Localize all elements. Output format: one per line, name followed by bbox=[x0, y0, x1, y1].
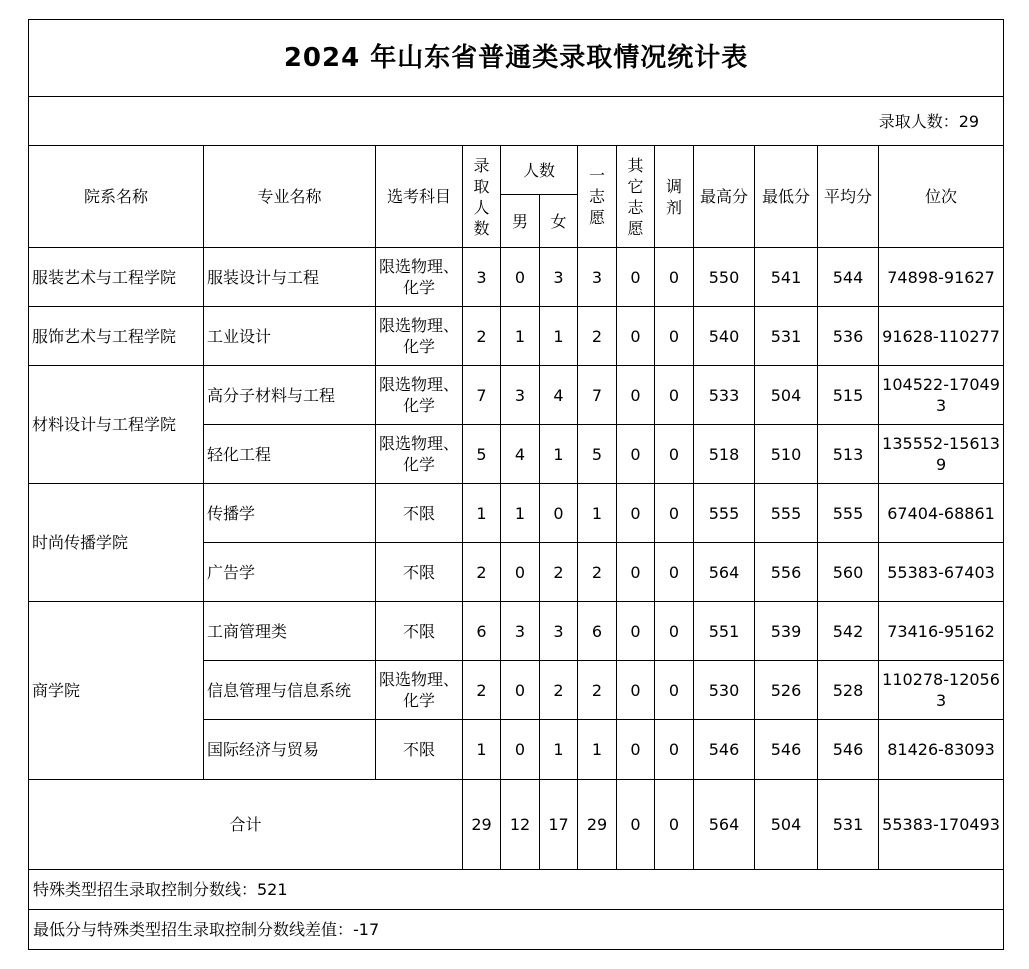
first-choice-count: 5 bbox=[578, 425, 617, 484]
subject-requirement: 不限 bbox=[376, 543, 463, 602]
min-score: 531 bbox=[755, 307, 818, 366]
header-other-choice bbox=[617, 146, 655, 248]
subject-requirement: 不限 bbox=[376, 484, 463, 543]
female-count: 0 bbox=[540, 484, 578, 543]
other-choice-count: 0 bbox=[617, 543, 655, 602]
male-count: 0 bbox=[501, 248, 540, 307]
rank-range: 135552-156139 bbox=[879, 425, 1004, 484]
admitted-count: 2 bbox=[463, 307, 501, 366]
female-count: 3 bbox=[540, 602, 578, 661]
other-choice-count: 0 bbox=[617, 248, 655, 307]
min-score: 546 bbox=[755, 720, 818, 780]
major-name: 工业设计 bbox=[204, 307, 376, 366]
first-choice-count: 1 bbox=[578, 720, 617, 780]
header-avg-score: 平均分 bbox=[818, 146, 879, 248]
admission-statistics-table bbox=[28, 19, 1004, 950]
header-max-score: 最高分 bbox=[694, 146, 755, 248]
other-choice-count: 0 bbox=[617, 720, 655, 780]
header-adjusted-text: 调剂 bbox=[665, 176, 682, 217]
max-score: 533 bbox=[694, 366, 755, 425]
total-adjusted: 0 bbox=[655, 780, 694, 870]
header-people: 人数 bbox=[501, 146, 578, 195]
max-score: 546 bbox=[694, 720, 755, 780]
avg-score: 560 bbox=[818, 543, 879, 602]
college-name: 商学院 bbox=[29, 602, 204, 780]
subject-requirement: 限选物理、化学 bbox=[376, 366, 463, 425]
college-name: 服饰艺术与工程学院 bbox=[29, 307, 204, 366]
total-min-score: 504 bbox=[755, 780, 818, 870]
header-major: 专业名称 bbox=[204, 146, 376, 248]
avg-score: 544 bbox=[818, 248, 879, 307]
min-score: 510 bbox=[755, 425, 818, 484]
header-admitted-text: 录取人数 bbox=[473, 155, 490, 238]
first-choice-count: 2 bbox=[578, 543, 617, 602]
rank-range: 73416-95162 bbox=[879, 602, 1004, 661]
college-name: 服装艺术与工程学院 bbox=[29, 248, 204, 307]
admitted-summary bbox=[29, 97, 1004, 146]
total-avg-score: 531 bbox=[818, 780, 879, 870]
header-female: 女 bbox=[540, 195, 578, 248]
avg-score: 528 bbox=[818, 661, 879, 720]
adjusted-count: 0 bbox=[655, 602, 694, 661]
major-name: 国际经济与贸易 bbox=[204, 720, 376, 780]
min-score: 556 bbox=[755, 543, 818, 602]
total-other-choice: 0 bbox=[617, 780, 655, 870]
avg-score: 555 bbox=[818, 484, 879, 543]
total-rank-range: 55383-170493 bbox=[879, 780, 1004, 870]
major-name: 轻化工程 bbox=[204, 425, 376, 484]
max-score: 540 bbox=[694, 307, 755, 366]
min-score: 504 bbox=[755, 366, 818, 425]
first-choice-count: 2 bbox=[578, 661, 617, 720]
adjusted-count: 0 bbox=[655, 425, 694, 484]
subject-requirement: 限选物理、化学 bbox=[376, 307, 463, 366]
admitted-count: 3 bbox=[463, 248, 501, 307]
other-choice-count: 0 bbox=[617, 425, 655, 484]
header-first-choice-text: 一志愿 bbox=[588, 166, 605, 227]
header-min-score: 最低分 bbox=[755, 146, 818, 248]
header-subjects: 选考科目 bbox=[376, 146, 463, 248]
table-row bbox=[29, 248, 1004, 307]
header-other-choice-text: 其它志愿 bbox=[627, 155, 644, 238]
header-rank: 位次 bbox=[879, 146, 1004, 248]
admitted-count: 1 bbox=[463, 484, 501, 543]
rank-range: 67404-68861 bbox=[879, 484, 1004, 543]
female-count: 4 bbox=[540, 366, 578, 425]
admitted-count: 2 bbox=[463, 543, 501, 602]
table-row bbox=[29, 366, 1004, 425]
header-first-choice bbox=[578, 146, 617, 248]
adjusted-count: 0 bbox=[655, 543, 694, 602]
female-count: 2 bbox=[540, 543, 578, 602]
male-count: 1 bbox=[501, 484, 540, 543]
major-name: 信息管理与信息系统 bbox=[204, 661, 376, 720]
other-choice-count: 0 bbox=[617, 366, 655, 425]
male-count: 3 bbox=[501, 602, 540, 661]
adjusted-count: 0 bbox=[655, 366, 694, 425]
male-count: 0 bbox=[501, 543, 540, 602]
min-score: 541 bbox=[755, 248, 818, 307]
table-row bbox=[29, 307, 1004, 366]
max-score: 555 bbox=[694, 484, 755, 543]
female-count: 1 bbox=[540, 425, 578, 484]
admitted-summary-value: 29 bbox=[958, 111, 980, 131]
major-name: 服装设计与工程 bbox=[204, 248, 376, 307]
first-choice-count: 1 bbox=[578, 484, 617, 543]
adjusted-count: 0 bbox=[655, 484, 694, 543]
max-score: 550 bbox=[694, 248, 755, 307]
first-choice-count: 6 bbox=[578, 602, 617, 661]
header-admitted bbox=[463, 146, 501, 248]
male-count: 0 bbox=[501, 720, 540, 780]
max-score: 518 bbox=[694, 425, 755, 484]
major-name: 高分子材料与工程 bbox=[204, 366, 376, 425]
major-name: 传播学 bbox=[204, 484, 376, 543]
avg-score: 513 bbox=[818, 425, 879, 484]
page-title: 2024 年山东省普通类录取情况统计表 bbox=[29, 20, 1004, 97]
subject-requirement: 不限 bbox=[376, 720, 463, 780]
header-adjusted bbox=[655, 146, 694, 248]
difference-note: 最低分与特殊类型招生录取控制分数线差值：-17 bbox=[29, 910, 1004, 950]
min-score: 526 bbox=[755, 661, 818, 720]
table-row bbox=[29, 484, 1004, 543]
max-score: 530 bbox=[694, 661, 755, 720]
control-line-note: 特殊类型招生录取控制分数线：521 bbox=[29, 870, 1004, 910]
adjusted-count: 0 bbox=[655, 661, 694, 720]
first-choice-count: 7 bbox=[578, 366, 617, 425]
female-count: 1 bbox=[540, 307, 578, 366]
avg-score: 515 bbox=[818, 366, 879, 425]
header-college: 院系名称 bbox=[29, 146, 204, 248]
subject-requirement: 限选物理、化学 bbox=[376, 248, 463, 307]
major-name: 工商管理类 bbox=[204, 602, 376, 661]
avg-score: 542 bbox=[818, 602, 879, 661]
subject-requirement: 不限 bbox=[376, 602, 463, 661]
total-female: 17 bbox=[540, 780, 578, 870]
rank-range: 110278-120563 bbox=[879, 661, 1004, 720]
min-score: 539 bbox=[755, 602, 818, 661]
header-male: 男 bbox=[501, 195, 540, 248]
subject-requirement: 限选物理、化学 bbox=[376, 425, 463, 484]
adjusted-count: 0 bbox=[655, 248, 694, 307]
avg-score: 536 bbox=[818, 307, 879, 366]
other-choice-count: 0 bbox=[617, 602, 655, 661]
female-count: 3 bbox=[540, 248, 578, 307]
max-score: 551 bbox=[694, 602, 755, 661]
other-choice-count: 0 bbox=[617, 484, 655, 543]
min-score: 555 bbox=[755, 484, 818, 543]
total-male: 12 bbox=[501, 780, 540, 870]
total-label: 合计 bbox=[29, 780, 463, 870]
admitted-count: 6 bbox=[463, 602, 501, 661]
subject-requirement: 限选物理、化学 bbox=[376, 661, 463, 720]
admitted-count: 7 bbox=[463, 366, 501, 425]
rank-range: 81426-83093 bbox=[879, 720, 1004, 780]
male-count: 4 bbox=[501, 425, 540, 484]
avg-score: 546 bbox=[818, 720, 879, 780]
total-admitted: 29 bbox=[463, 780, 501, 870]
total-first-choice: 29 bbox=[578, 780, 617, 870]
adjusted-count: 0 bbox=[655, 307, 694, 366]
rank-range: 104522-170493 bbox=[879, 366, 1004, 425]
female-count: 1 bbox=[540, 720, 578, 780]
admitted-count: 5 bbox=[463, 425, 501, 484]
total-max-score: 564 bbox=[694, 780, 755, 870]
male-count: 3 bbox=[501, 366, 540, 425]
female-count: 2 bbox=[540, 661, 578, 720]
admitted-summary-label: 录取人数： bbox=[878, 111, 959, 131]
table-row bbox=[29, 602, 1004, 661]
max-score: 564 bbox=[694, 543, 755, 602]
rank-range: 74898-91627 bbox=[879, 248, 1004, 307]
college-name: 材料设计与工程学院 bbox=[29, 366, 204, 484]
first-choice-count: 2 bbox=[578, 307, 617, 366]
other-choice-count: 0 bbox=[617, 661, 655, 720]
total-row bbox=[29, 780, 1004, 870]
college-name: 时尚传播学院 bbox=[29, 484, 204, 602]
admitted-count: 1 bbox=[463, 720, 501, 780]
rank-range: 55383-67403 bbox=[879, 543, 1004, 602]
male-count: 0 bbox=[501, 661, 540, 720]
male-count: 1 bbox=[501, 307, 540, 366]
first-choice-count: 3 bbox=[578, 248, 617, 307]
rank-range: 91628-110277 bbox=[879, 307, 1004, 366]
major-name: 广告学 bbox=[204, 543, 376, 602]
admitted-count: 2 bbox=[463, 661, 501, 720]
adjusted-count: 0 bbox=[655, 720, 694, 780]
other-choice-count: 0 bbox=[617, 307, 655, 366]
